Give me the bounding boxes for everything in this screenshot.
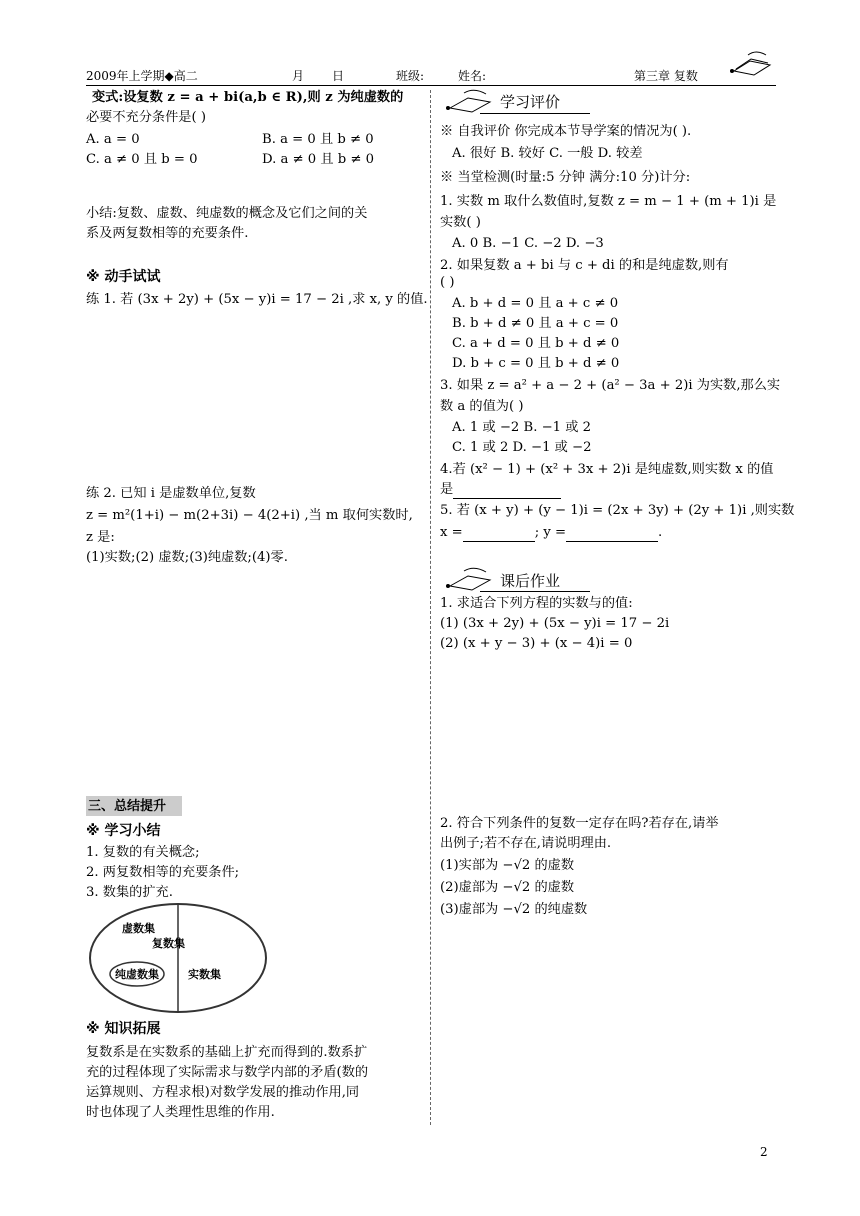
question-2-option-b: B. b + d ≠ 0 且 a + c = 0 bbox=[452, 316, 619, 331]
self-evaluation-options: A. 很好 B. 较好 C. 一般 D. 较差 bbox=[452, 146, 643, 161]
book-icon bbox=[440, 88, 500, 114]
extension-heading: ※ 知识拓展 bbox=[86, 1021, 161, 1037]
question-4: 4.若 (x² − 1) + (x² + 3x + 2)i 是纯虚数,则实数 x 的值 bbox=[440, 462, 774, 477]
exercise-2-cont: z 是: bbox=[86, 530, 115, 545]
pure-imaginary-set-label: 纯虚数集 bbox=[115, 968, 159, 981]
question-2: 2. 如果复数 a + bi 与 c + di 的和是纯虚数,则有 bbox=[440, 258, 729, 273]
imaginary-set-label: 虚数集 bbox=[122, 922, 155, 935]
homework-title-rule bbox=[480, 591, 590, 592]
question-1-cont: 实数( ) bbox=[440, 215, 481, 230]
learn-summary-heading: ※ 学习小结 bbox=[86, 823, 161, 839]
exercise-2: 练 2. 已知 i 是虚数单位,复数 bbox=[86, 486, 256, 501]
header-rule bbox=[86, 85, 776, 86]
number-set-diagram bbox=[86, 900, 270, 1016]
question-4-cont: 是 bbox=[440, 480, 561, 499]
header-term: 2009年上学期◆高二 bbox=[86, 69, 198, 83]
variant-option-b: B. a = 0 且 b ≠ 0 bbox=[262, 132, 374, 147]
summary-text: 小结:复数、虚数、纯虚数的概念及它们之间的关 bbox=[86, 206, 368, 221]
extension-text-1: 复数系是在实数系的基础上扩充而得到的.数系扩 bbox=[86, 1045, 368, 1060]
answer-blank-x bbox=[463, 526, 535, 542]
extension-text-2: 充的过程体现了实际需求与数学内部的矛盾(数的 bbox=[86, 1065, 369, 1080]
variant-option-a: A. a = 0 bbox=[86, 132, 140, 147]
question-2-option-d: D. b + c = 0 且 b + d ≠ 0 bbox=[452, 356, 620, 371]
question-2-option-a: A. b + d = 0 且 a + c ≠ 0 bbox=[452, 296, 619, 311]
question-3: 3. 如果 z = a² + a − 2 + (a² − 3a + 2)i 为实数,那么实 bbox=[440, 378, 781, 393]
self-evaluation: ※ 自我评价 你完成本节导学案的情况为( ). bbox=[440, 124, 692, 139]
header-month: 月 bbox=[292, 69, 305, 83]
homework-1a: (1) (3x + 2y) + (5x − y)i = 17 − 2i bbox=[440, 616, 670, 631]
variant-question: 变式:设复数 z = a + bi(a,b ∈ R),则 z 为纯虚数的 bbox=[92, 90, 404, 105]
check-heading: ※ 当堂检测(时量:5 分钟 满分:10 分)计分: bbox=[440, 170, 691, 185]
question-2-cont: ( ) bbox=[440, 275, 455, 290]
homework-1: 1. 求适合下列方程的实数与的值: bbox=[440, 596, 633, 611]
homework-2: 2. 符合下列条件的复数一定存在吗?若存在,请举 bbox=[440, 816, 719, 831]
question-3-cont: 数 a 的值为( ) bbox=[440, 399, 524, 414]
page-number: 2 bbox=[760, 1145, 768, 1159]
question-1: 1. 实数 m 取什么数值时,复数 z = m − 1 + (m + 1)i 是 bbox=[440, 194, 777, 209]
question-5: 5. 若 (x + y) + (y − 1)i = (2x + 3y) + (2y + 1)i ,则实数 bbox=[440, 503, 795, 518]
summary-text-cont: 系及两复数相等的充要条件. bbox=[86, 226, 249, 241]
complex-set-label: 复数集 bbox=[152, 937, 185, 950]
question-5-answers: x = ; y = . bbox=[440, 525, 663, 540]
evaluation-title-rule bbox=[480, 113, 590, 114]
extension-text-4: 时也体现了人类理性思维的作用. bbox=[86, 1105, 275, 1120]
exercise-1: 练 1. 若 (3x + 2y) + (5x − y)i = 17 − 2i ,求 x, y 的值. bbox=[86, 292, 428, 307]
exercise-2-parts: (1)实数;(2) 虚数;(3)纯虚数;(4)零. bbox=[86, 550, 288, 565]
summary-item-1: 1. 复数的有关概念; bbox=[86, 845, 200, 860]
header-name: 姓名: bbox=[458, 69, 487, 83]
homework-2c: (3)虚部为 −√2 的纯虚数 bbox=[440, 902, 588, 917]
variant-option-c: C. a ≠ 0 且 b = 0 bbox=[86, 152, 198, 167]
summary-item-3: 3. 数集的扩充. bbox=[86, 885, 173, 900]
header-day: 日 bbox=[332, 69, 345, 83]
question-3-options-ab: A. 1 或 −2 B. −1 或 2 bbox=[452, 420, 591, 435]
try-heading: ※ 动手试试 bbox=[86, 269, 161, 285]
book-logo-icon bbox=[726, 49, 776, 79]
header-class: 班级: bbox=[396, 69, 425, 83]
section-title: 三、总结提升 bbox=[88, 799, 167, 814]
question-1-options: A. 0 B. −1 C. −2 D. −3 bbox=[452, 236, 604, 251]
question-3-options-cd: C. 1 或 2 D. −1 或 −2 bbox=[452, 440, 592, 455]
homework-title: 课后作业 bbox=[500, 572, 561, 590]
summary-item-2: 2. 两复数相等的充要条件; bbox=[86, 865, 240, 880]
question-2-option-c: C. a + d = 0 且 b + d ≠ 0 bbox=[452, 336, 620, 351]
answer-blank bbox=[453, 483, 561, 499]
book-icon bbox=[440, 566, 500, 592]
evaluation-title: 学习评价 bbox=[500, 93, 561, 111]
extension-text-3: 运算规则、方程求根)对数学发展的推动作用,同 bbox=[86, 1085, 360, 1100]
column-divider bbox=[430, 90, 431, 1125]
exercise-2-formula: z = m²(1+i) − m(2+3i) − 4(2+i) ,当 m 取何实数时, bbox=[86, 508, 413, 523]
variant-question-cont: 必要不充分条件是( ) bbox=[86, 110, 206, 125]
homework-2a: (1)实部为 −√2 的虚数 bbox=[440, 858, 575, 873]
homework-2b: (2)虚部为 −√2 的虚数 bbox=[440, 880, 575, 895]
homework-2-cont: 出例子;若不存在,请说明理由. bbox=[440, 836, 612, 851]
real-set-label: 实数集 bbox=[188, 968, 221, 981]
page-header bbox=[86, 67, 776, 85]
answer-blank-y bbox=[566, 526, 658, 542]
header-chapter: 第三章 复数 bbox=[634, 69, 698, 83]
variant-option-d: D. a ≠ 0 且 b ≠ 0 bbox=[262, 152, 375, 167]
homework-1b: (2) (x + y − 3) + (x − 4)i = 0 bbox=[440, 636, 633, 651]
